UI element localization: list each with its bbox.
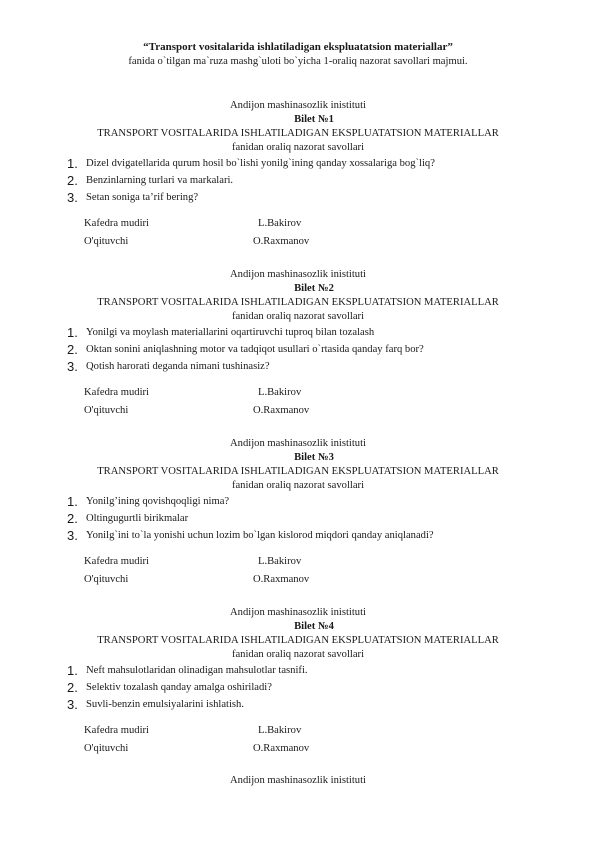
- head-role: Kafedra mudiri: [84, 556, 150, 567]
- document-title: “Transport vositalarida ishlatiladigan ekspluatatsion materiallar”: [143, 41, 453, 53]
- head-name: L.Bakirov: [258, 218, 302, 229]
- question-number: 3.: [67, 359, 78, 374]
- institute-name: Andijon mashinasozlik inistituti: [230, 269, 366, 280]
- question-number: 2.: [67, 511, 78, 526]
- question-item: [0, 527, 596, 544]
- ticket-caption: fanidan oraliq nazorat savollari: [231, 649, 365, 660]
- question-item: [0, 172, 596, 189]
- signature-teacher: [0, 233, 596, 251]
- head-role: Kafedra mudiri: [84, 218, 150, 229]
- subject-title: TRANSPORT VOSITALARIDA ISHLATILADIGAN EKSPLUATATSION MATERIALLAR: [97, 128, 499, 139]
- question-text: Setan soniga ta’rif bering?: [86, 192, 199, 203]
- signature-head: [0, 553, 596, 571]
- teacher-role: O'qituvchi: [84, 236, 129, 247]
- teacher-name: O.Raxmanov: [253, 743, 310, 754]
- question-item: [0, 358, 596, 375]
- signature-teacher: [0, 402, 596, 420]
- head-name: L.Bakirov: [258, 725, 302, 736]
- signature-teacher: [0, 571, 596, 589]
- ticket-block: [0, 99, 596, 251]
- teacher-name: O.Raxmanov: [253, 405, 310, 416]
- ticket-caption: fanidan oraliq nazorat savollari: [231, 480, 365, 491]
- question-text: Selektiv tozalash qanday amalga oshiriladi?: [86, 682, 272, 693]
- question-number: 1.: [67, 156, 78, 171]
- ticket-number: Bilet №2: [294, 283, 334, 294]
- ticket-number: Bilet №4: [294, 621, 334, 632]
- question-item: [0, 493, 596, 510]
- question-number: 1.: [67, 494, 78, 509]
- head-name: L.Bakirov: [258, 556, 302, 567]
- question-item: [0, 696, 596, 713]
- signature-head: [0, 384, 596, 402]
- head-name: L.Bakirov: [258, 387, 302, 398]
- question-list: [0, 493, 596, 544]
- question-item: [0, 662, 596, 679]
- ticket-block: [0, 268, 596, 420]
- question-number: 2.: [67, 680, 78, 695]
- document-subtitle: fanida o`tilgan ma`ruza mashg`uloti bo`yicha 1-oraliq nazorat savollari majmui.: [128, 56, 468, 67]
- question-item: [0, 341, 596, 358]
- subject-title: TRANSPORT VOSITALARIDA ISHLATILADIGAN EKSPLUATATSION MATERIALLAR: [97, 297, 499, 308]
- question-text: Qotish harorati deganda nimani tushinasiz?: [86, 361, 270, 372]
- head-role: Kafedra mudiri: [84, 725, 150, 736]
- question-number: 1.: [67, 325, 78, 340]
- question-number: 1.: [67, 663, 78, 678]
- question-text: Yonilgi va moylash materiallarini oqartiruvchi tuproq bilan tozalash: [86, 327, 375, 338]
- question-list: [0, 662, 596, 713]
- teacher-name: O.Raxmanov: [253, 574, 310, 585]
- question-text: Suvli-benzin emulsiyalarini ishlatish.: [86, 699, 245, 710]
- ticket-caption: fanidan oraliq nazorat savollari: [231, 142, 365, 153]
- footer-institute: Andijon mashinasozlik inistituti: [230, 775, 366, 786]
- question-text: Oktan sonini aniqlashning motor va tadqiqot usullari o`rtasida qanday farq bor?: [86, 344, 424, 355]
- ticket-number: Bilet №3: [294, 452, 334, 463]
- question-item: [0, 510, 596, 527]
- head-role: Kafedra mudiri: [84, 387, 150, 398]
- subject-title: TRANSPORT VOSITALARIDA ISHLATILADIGAN EKSPLUATATSION MATERIALLAR: [97, 635, 499, 646]
- question-number: 2.: [67, 342, 78, 357]
- question-text: Yonilg’ining qovishqoqligi nima?: [86, 496, 230, 507]
- teacher-role: O'qituvchi: [84, 743, 129, 754]
- signature-head: [0, 215, 596, 233]
- question-text: Dizel dvigatellarida qurum hosil bo`lishi yonilg`ining qanday xossalariga bog`liq?: [86, 158, 435, 169]
- signature-teacher: [0, 740, 596, 758]
- institute-name: Andijon mashinasozlik inistituti: [230, 438, 366, 449]
- teacher-role: O'qituvchi: [84, 405, 129, 416]
- ticket-block: [0, 606, 596, 758]
- question-text: Benzinlarning turlari va markalari.: [86, 175, 234, 186]
- question-number: 3.: [67, 528, 78, 543]
- institute-name: Andijon mashinasozlik inistituti: [230, 100, 366, 111]
- question-item: [0, 324, 596, 341]
- question-list: [0, 324, 596, 375]
- subject-title: TRANSPORT VOSITALARIDA ISHLATILADIGAN EKSPLUATATSION MATERIALLAR: [97, 466, 499, 477]
- signature-head: [0, 722, 596, 740]
- question-number: 2.: [67, 173, 78, 188]
- ticket-block: [0, 437, 596, 589]
- question-item: [0, 679, 596, 696]
- teacher-name: O.Raxmanov: [253, 236, 310, 247]
- question-list: [0, 155, 596, 206]
- question-number: 3.: [67, 697, 78, 712]
- question-number: 3.: [67, 190, 78, 205]
- ticket-caption: fanidan oraliq nazorat savollari: [231, 311, 365, 322]
- question-item: [0, 155, 596, 172]
- question-text: Neft mahsulotlaridan olinadigan mahsulotlar tasnifi.: [86, 665, 308, 676]
- teacher-role: O'qituvchi: [84, 574, 129, 585]
- question-text: Yonilg`ini to`la yonishi uchun lozim bo`lgan kislorod miqdori qanday aniqlanadi?: [86, 530, 434, 541]
- institute-name: Andijon mashinasozlik inistituti: [230, 607, 366, 618]
- question-item: [0, 189, 596, 206]
- question-text: Oltingugurtli birikmalar: [86, 513, 189, 524]
- ticket-number: Bilet №1: [294, 114, 334, 125]
